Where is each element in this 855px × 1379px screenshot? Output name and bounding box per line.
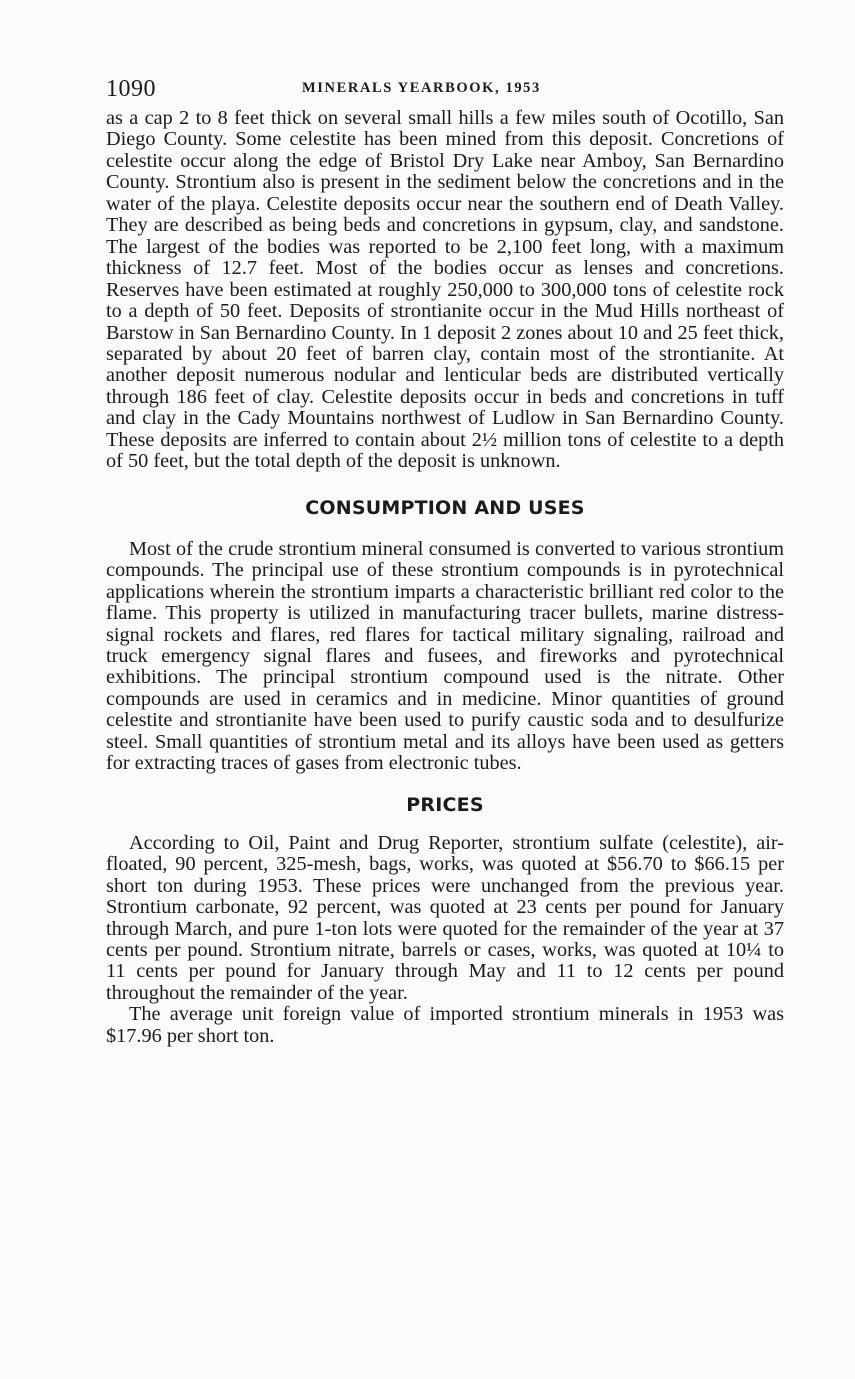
consumption-and-uses-heading: CONSUMPTION AND USES [305,496,585,519]
page-number: 1090 [106,76,156,102]
prices-heading: PRICES [406,793,484,816]
running-title: MINERALS YEARBOOK, 1953 [302,80,541,96]
consumption-paragraph: Most of the crude strontium mineral consumed is converted to various strontium compounds. The principal use of these strontium compounds is in pyrotechnical applications wherein the strontium imparts a characteristic brilliant red color to the flame. This property is utilized in manufacturing tracer bullets, marine distress-signal rockets and flares, red flares for tactical military signaling, railroad and truck emergency signal flares and fusees, and fireworks and pyrotechnical exhibitions. The principal strontium compound used is the nitrate. Other compounds are used in ceramics and in medicine. Minor quantities of ground celestite and strontianite have been used to purify caustic soda and to desulfurize steel. Small quantities of strontium metal and its alloys have been used as getters for extracting traces of gases from electronic tubes. [106,537,784,775]
continued-paragraph: as a cap 2 to 8 feet thick on several small hills a few miles south of Ocotillo, San Diego County. Some celestite has been mined from this deposit. Concretions of celestite occur along the edge of Bristol Dry Lake near Amboy, San Bernardino County. Strontium also is present in the sediment below the concretions and in the water of the playa. Celestite deposits occur near the southern end of Death Valley. They are described as being beds and concretions in gypsum, clay, and sandstone. The largest of the bodies was reported to be 2,100 feet long, with a maximum thickness of 12.7 feet. Most of the bodies occur as lenses and concretions. Reserves have been estimated at roughly 250,000 to 300,000 tons of celestite rock to a depth of 50 feet. Deposits of strontianite occur in the Mud Hills northeast of Barstow in San Bernardino County. In 1 deposit 2 zones about 10 and 25 feet thick, separated by about 20 feet of barren clay, contain most of the strontianite. At another deposit numerous nodular and lenticular beds are distributed vertically through 186 feet of clay. Celestite deposits occur in beds and concretions in tuff and clay in the Cady Mountains northwest of Ludlow in San Bernardino County. These deposits are inferred to contain about 2½ million tons of celestite to a depth of 50 feet, but the total depth of the deposit is unknown. [106,107,784,473]
running-header [106,74,784,108]
prices-paragraph: According to Oil, Paint and Drug Reporter, strontium sulfate (celestite), air-floated, 90 percent, 325-mesh, bags, works, was quoted at $56.70 to $66.15 per short ton during 1953. These prices were unchanged from the previous year. Strontium carbonate, 92 percent, was quoted at 23 cents per pound for January through March, and pure 1-ton lots were quoted for the remainder of the year at 37 cents per pound. Strontium nitrate, barrels or cases, works, was quoted at 10¼ to 11 cents per pound for January through May and 11 to 12 cents per pound throughout the remainder of the year. [106,831,784,1004]
document-page [106,74,784,1047]
imported-value-paragraph: The average unit foreign value of imported strontium minerals in 1953 was $17.96 per short ton. [106,1003,784,1047]
